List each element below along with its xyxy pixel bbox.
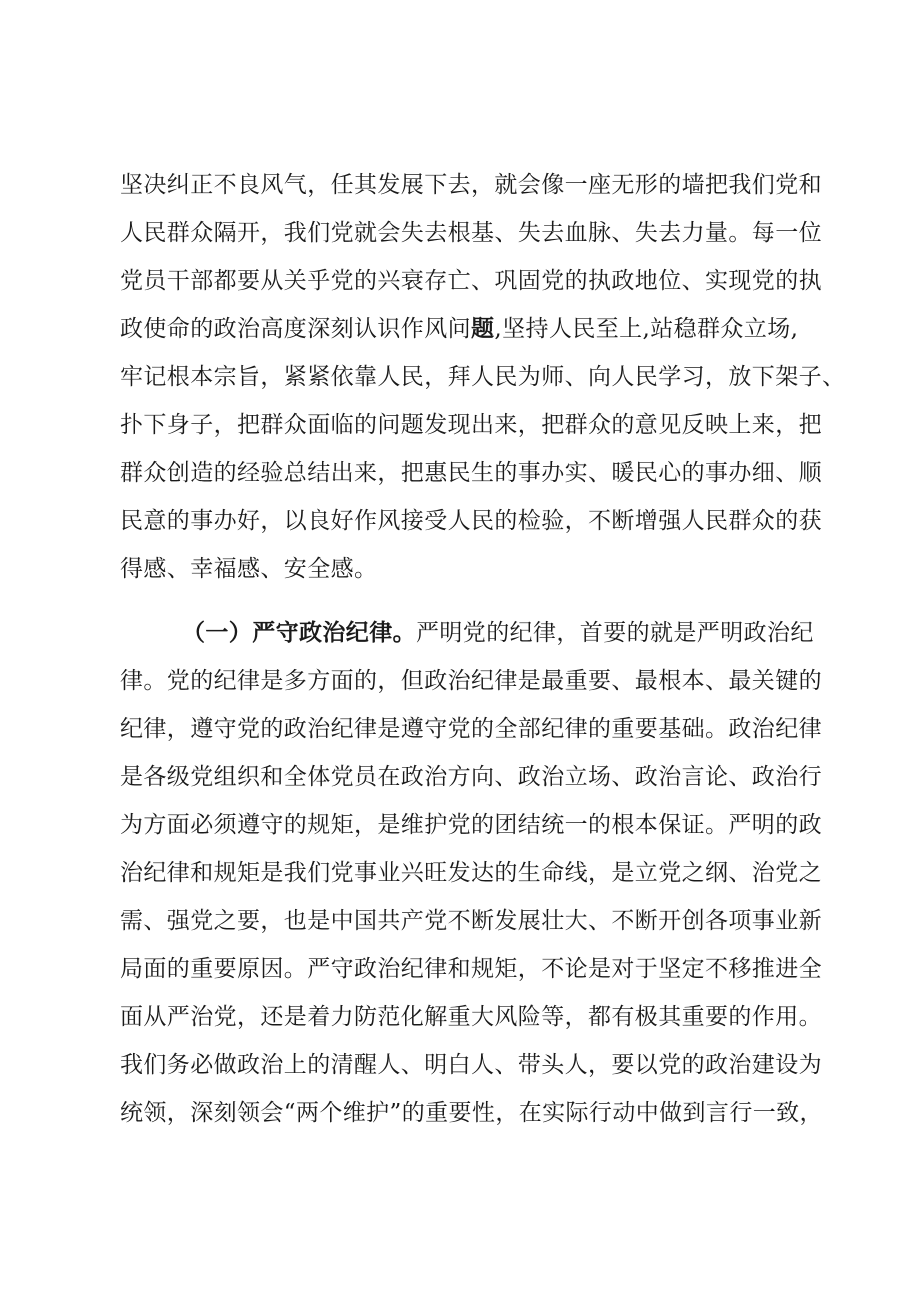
paragraph-line: 群众创造的经验总结出来，把惠民生的事办实、暖民心的事办细、顺 <box>120 460 822 486</box>
paragraph-line: 统领，深刻领会“两个维护”的重要性，在实际行动中做到言行一致， <box>120 1100 823 1126</box>
line-segment: ,坚持人民至上,站稳群众立场, <box>494 316 799 342</box>
paragraph-line: 人民群众隔开，我们党就会失去根基、失去血脉、失去力量。每一位 <box>120 220 822 246</box>
paragraph-line: 律。党的纪律是多方面的，但政治纪律是最重要、最根本、最关键的 <box>120 668 822 694</box>
line-segment: 政使命的政治高度深刻认识作风问 <box>120 316 471 342</box>
paragraph-line: 需、强党之要，也是中国共产党不断发展壮大、不断开创各项事业新 <box>120 908 822 934</box>
paragraph-line: 纪律，遵守党的政治纪律是遵守党的全部纪律的重要基础。政治纪律 <box>120 716 822 742</box>
section-heading: （一）严守政治纪律。 <box>182 619 416 646</box>
paragraph-line: 是各级党组织和全体党员在政治方向、政治立场、政治言论、政治行 <box>120 764 822 790</box>
paragraph-line: 党员干部都要从关乎党的兴衰存亡、巩固党的执政地位、实现党的执 <box>120 268 822 294</box>
paragraph-line: 治纪律和规矩是我们党事业兴旺发达的生命线，是立党之纲、治党之 <box>120 860 822 886</box>
paragraph-line: 我们务必做政治上的清醒人、明白人、带头人，要以党的政治建设为 <box>120 1052 822 1078</box>
paragraph-line: 牢记根本宗旨，紧紧依靠人民，拜人民为师、向人民学习，放下架子、 <box>120 364 846 390</box>
paragraph-line: 得感、幸福感、安全感。 <box>120 556 378 582</box>
paragraph-first-line <box>182 618 814 648</box>
bold-character: 题 <box>471 315 495 342</box>
paragraph-line <box>120 314 798 344</box>
line-segment: 严明党的纪律，首要的就是严明政治纪 <box>416 620 814 646</box>
paragraph-line: 民意的事办好，以良好作风接受人民的检验，不断增强人民群众的获 <box>120 508 822 534</box>
paragraph-line: 为方面必须遵守的规矩，是维护党的团结统一的根本保证。严明的政 <box>120 812 822 838</box>
paragraph-line: 扑下身子，把群众面临的问题发现出来，把群众的意见反映上来，把 <box>120 412 822 438</box>
paragraph-line: 面从严治党，还是着力防范化解重大风险等，都有极其重要的作用。 <box>120 1004 822 1030</box>
paragraph-line: 局面的重要原因。严守政治纪律和规矩，不论是对于坚定不移推进全 <box>120 956 822 982</box>
paragraph-line: 坚决纠正不良风气，任其发展下去，就会像一座无形的墙把我们党和 <box>120 172 822 198</box>
